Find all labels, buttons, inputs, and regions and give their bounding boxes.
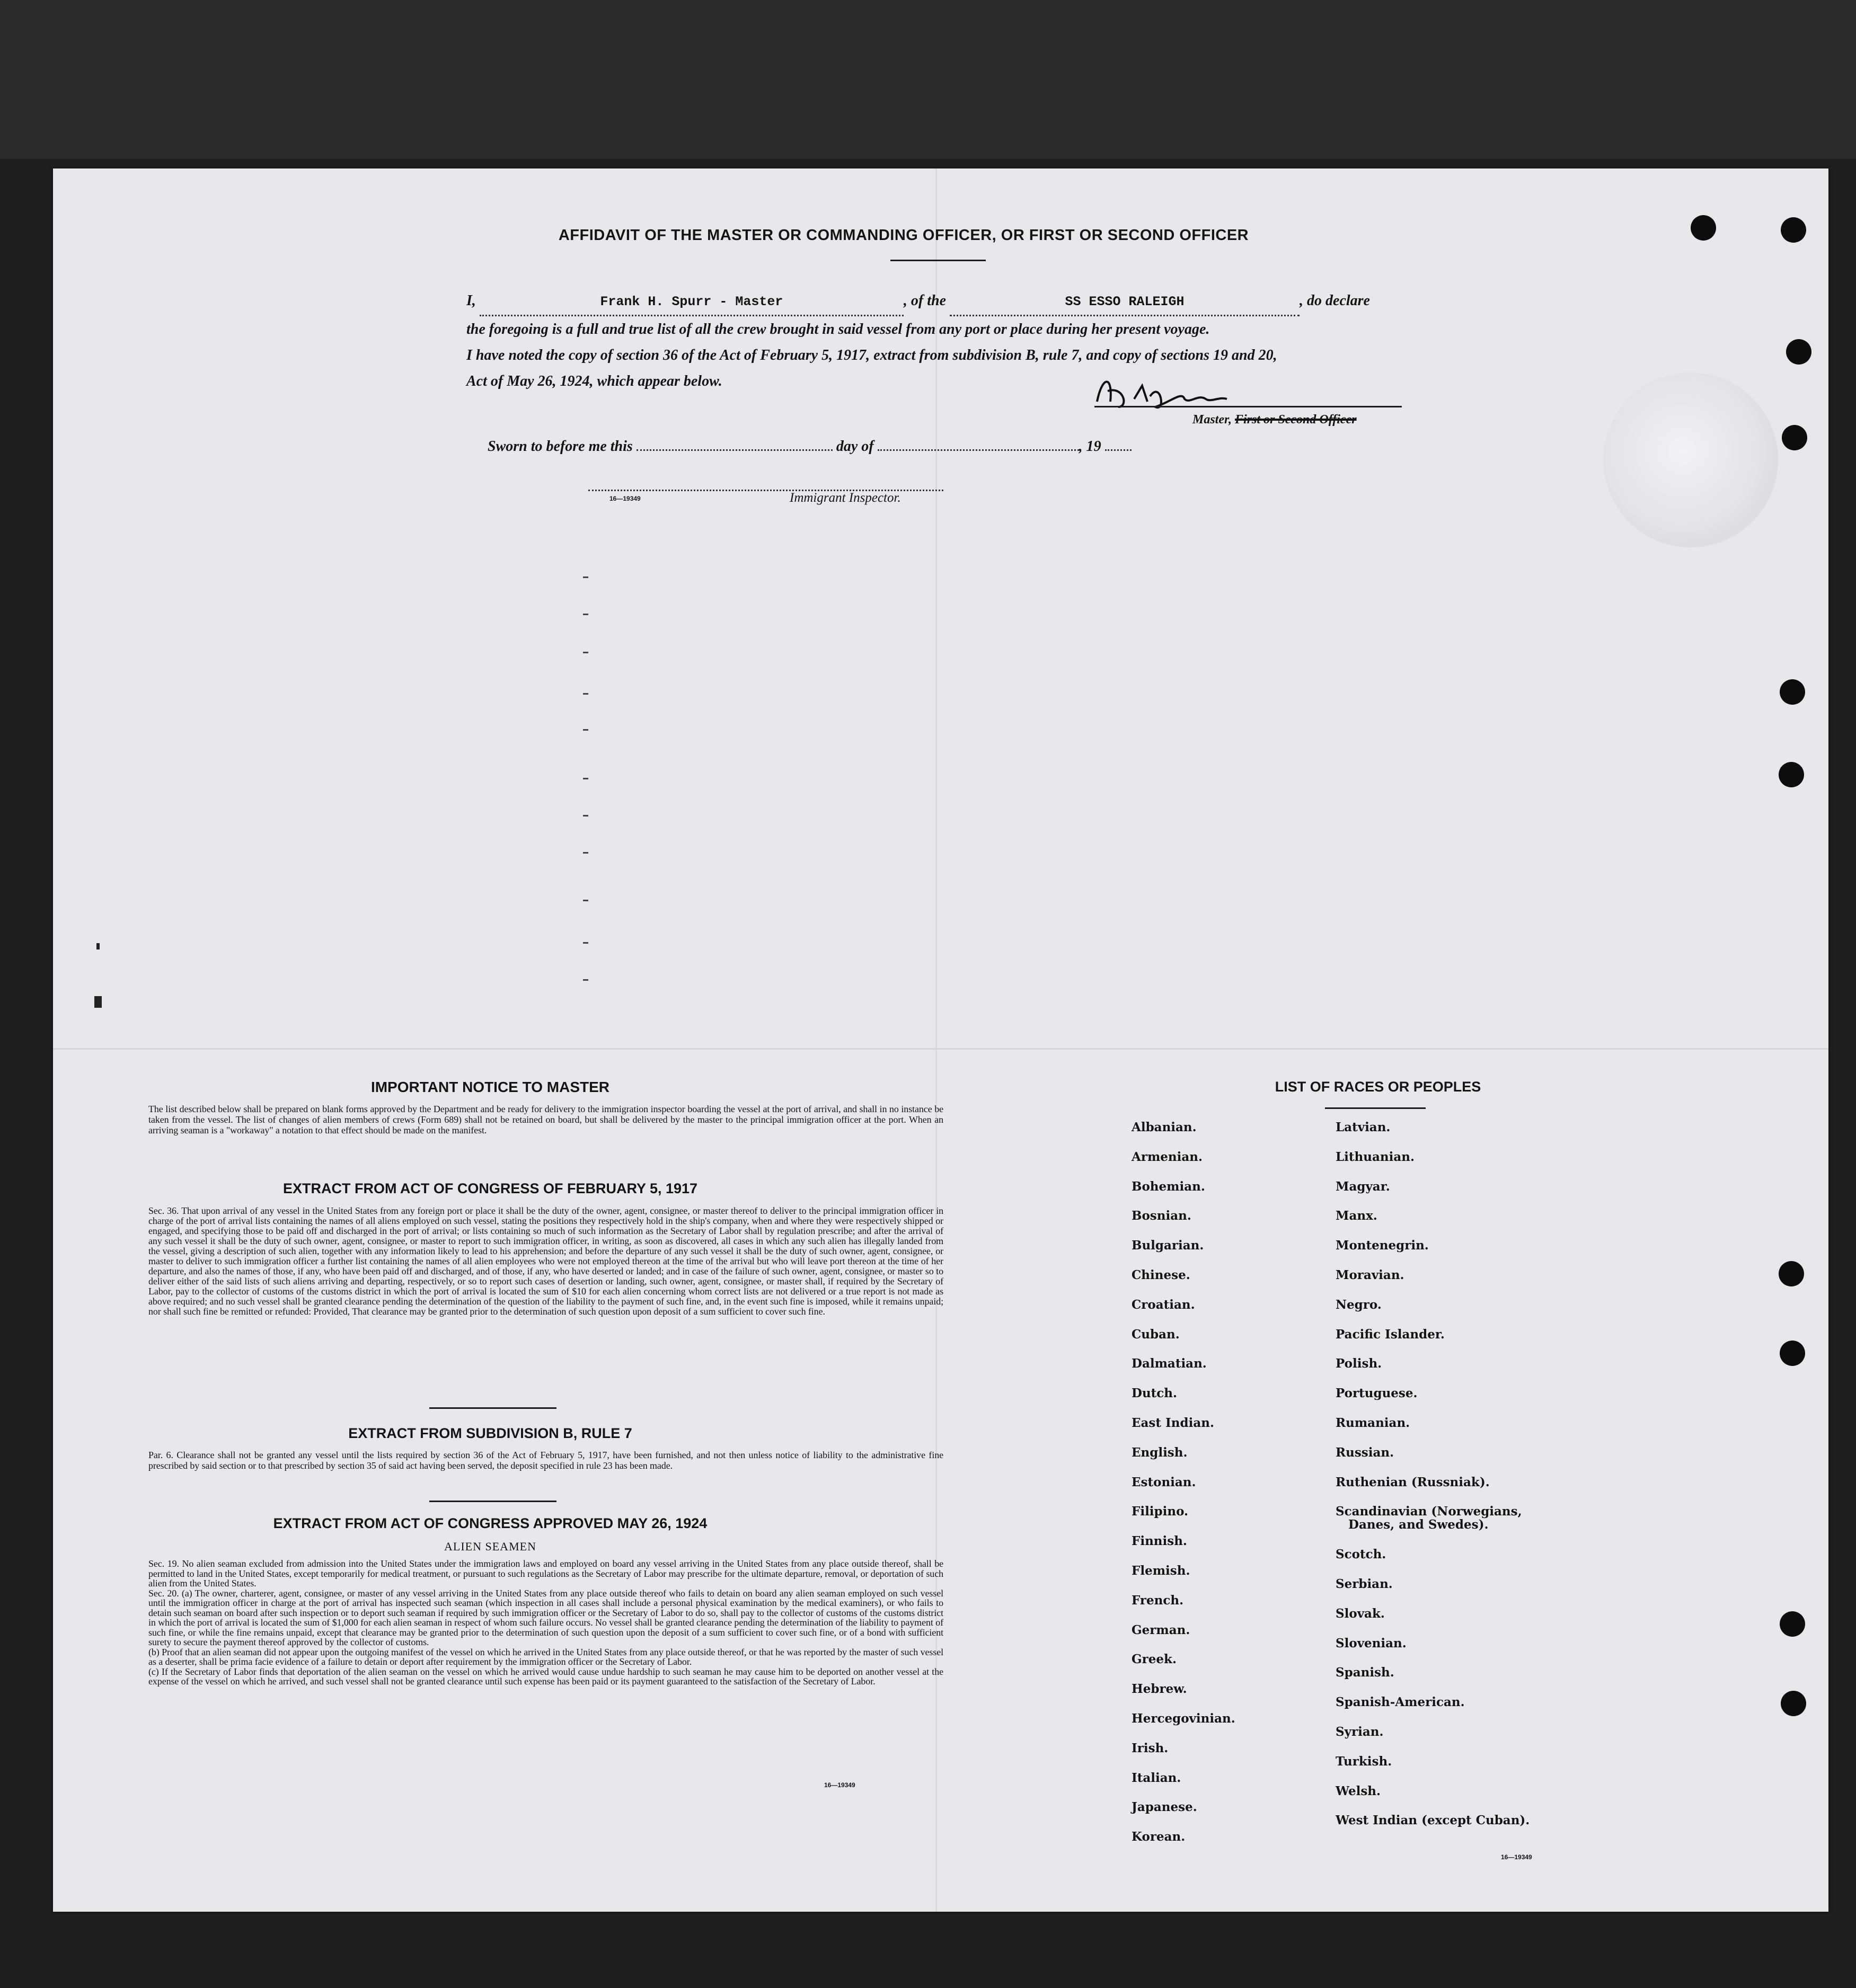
race-item: Estonian.: [1132, 1475, 1196, 1489]
scan-background: [0, 0, 1856, 159]
race-item: Syrian.: [1336, 1724, 1384, 1739]
declaration-line-1: [466, 288, 1754, 316]
race-item: Bohemian.: [1132, 1179, 1205, 1194]
race-item: Pacific Islander.: [1336, 1327, 1445, 1342]
alien-seamen-subtitle: ALIEN SEAMEN: [444, 1540, 536, 1553]
race-item: Flemish.: [1132, 1563, 1190, 1578]
margin-tick: [583, 576, 588, 578]
fold-line-horizontal: [53, 1048, 1828, 1050]
race-item: Welsh.: [1336, 1783, 1381, 1798]
race-item: Latvian.: [1336, 1120, 1391, 1134]
race-item: Danes, and Swedes).: [1348, 1517, 1489, 1532]
punch-hole: [1780, 1341, 1805, 1366]
race-item: Armenian.: [1132, 1149, 1203, 1164]
race-item: Italian.: [1132, 1770, 1181, 1785]
inspector-label: Immigrant Inspector.: [790, 491, 901, 505]
races-rule: [1325, 1107, 1426, 1109]
notice-text: The list described below shall be prepared on blank forms approved by the Department and be ready for delivery to the immigration inspector boarding the vessel at the port of arrival, and shall in no instance be taken from the vessel. The list of changes of alien members of crews (Form 689) shall not be retained on board, but shall be delivered by the master to the principal immigration officer at the port. When an arriving seaman is a "workaway" a notation to that effect should be made on the manifest.: [148, 1104, 943, 1135]
extract-1924-title: EXTRACT FROM ACT OF CONGRESS APPROVED MAY 26, 1924: [273, 1515, 708, 1531]
extract-1917-title: EXTRACT FROM ACT OF CONGRESS OF FEBRUARY 5, 1917: [282, 1181, 698, 1196]
punch-hole: [1779, 762, 1804, 787]
struck-officer-text: First or Second Officer: [1235, 413, 1357, 427]
margin-tick: [583, 729, 588, 731]
race-item: Croatian.: [1132, 1297, 1195, 1312]
race-item: Slovak.: [1336, 1606, 1385, 1621]
section-20a-text: Sec. 20. (a) The owner, charterer, agent, consignee, or master of any vessel arriving in the United States from any place outside thereof who fails to detain on board any alien seaman employed on such vessel until the immigration officer in charge at the port of arrival has inspected such seaman (which inspection in all cases shall include a personal physical examination by the medical examiners), or who fails to detain such seaman on board after such inspection or to deport such seaman if required by such immigration officer or the Secretary of Labor to do so, shall pay to the collector of customs of the customs district in which the port of arrival is located the sum of $1,000 for each alien seaman in respect of whom such failure occurs. No vessel shall be granted clearance pending the determination of the liability to payment of such fine, or while the fine remains unpaid, except that clearance may be granted prior to the determination of such question upon the deposit of a sum sufficient to cover such fine, or of a bond with sufficient surety to secure the payment thereof approved by the collector of customs.: [148, 1587, 943, 1647]
race-item: Montenegrin.: [1336, 1238, 1429, 1253]
race-item: Lithuanian.: [1336, 1149, 1415, 1164]
race-item: West Indian (except Cuban).: [1336, 1813, 1530, 1828]
punch-hole: [1782, 425, 1807, 450]
races-title: LIST OF RACES OR PEOPLES: [1275, 1079, 1481, 1095]
race-item: Finnish.: [1132, 1534, 1187, 1549]
race-item: Dalmatian.: [1132, 1356, 1207, 1371]
punch-hole: [1786, 339, 1811, 365]
declaration-line-4: Act of May 26, 1924, which appear below.: [466, 373, 722, 389]
sworn-label: Sworn to before me this: [488, 438, 633, 455]
notice-title: IMPORTANT NOTICE TO MASTER: [370, 1079, 610, 1095]
signature-caption: [1192, 407, 1357, 433]
punch-hole: [1781, 217, 1806, 243]
margin-tick: [583, 852, 588, 854]
race-item: Greek.: [1132, 1652, 1177, 1667]
embossed-seal: [1603, 372, 1778, 547]
punch-hole: [1780, 1611, 1805, 1637]
declaration-of-the: , of the: [903, 292, 947, 309]
form-number-bottom: 16—19349: [824, 1781, 855, 1789]
punch-hole: [1779, 1261, 1804, 1286]
race-item: Slovenian.: [1336, 1636, 1407, 1650]
race-item: Portuguese.: [1336, 1386, 1418, 1401]
race-item: Bulgarian.: [1132, 1238, 1204, 1253]
race-item: Scandinavian (Norwegians,: [1336, 1504, 1522, 1519]
race-item: Ruthenian (Russniak).: [1336, 1475, 1490, 1489]
declaration-line-3: I have noted the copy of section 36 of the Act of February 5, 1917, extract from subdivision B, rule 7, and copy of sections 19 and 20,: [466, 347, 1277, 363]
race-item: Rumanian.: [1336, 1415, 1410, 1430]
ink-speck: [96, 943, 100, 949]
race-item: Irish.: [1132, 1741, 1169, 1755]
margin-tick: [583, 942, 588, 944]
punch-hole: [1781, 1691, 1806, 1716]
margin-tick: [583, 614, 588, 615]
vessel-name: SS ESSO RALEIGH: [1065, 294, 1185, 309]
form-number-races: 16—19349: [1501, 1853, 1532, 1861]
race-item: Chinese.: [1132, 1267, 1190, 1282]
race-item: Manx.: [1336, 1209, 1377, 1223]
ink-speck: [94, 996, 102, 1008]
section-19-text: Sec. 19. No alien seaman excluded from admission into the United States under the immigration laws and employed on board any vessel arriving in the United States from any place outside thereof, shall be permitted to land in the United States, except temporarily for medical treatment, or pursuant to such regulations as the Secretary of Labor may prescribe for the ultimate departure, removal, or deportation of such alien from the United States.: [148, 1558, 943, 1588]
title-rule: [890, 260, 986, 261]
extract-1917-text: Sec. 36. That upon arrival of any vessel in the United States from any foreign port or place it shall be the duty of the owner, agent, consignee, or master thereof to deliver to the principal immigration officer in charge of the port of arrival lists containing the names of all aliens employed on such vessel, stating the positions they respectively hold in the ship's company, when and where they were respectively shipped or engaged, and specifying those to be paid off and discharged in the port of arrival; or lists containing so much of such information as the Secretary of Labor shall by regulation prescribe; and after the arrival of any such vessel it shall be the duty of such owner, agent, consignee, or master to report to such immigration officer, in writing, as soon as discovered, all cases in which any such alien has illegally landed from the vessel, giving a description of such alien, together with any information likely to lead to his apprehension; and before the departure of any such vessel it shall be the duty of such owner, agent, consignee, or master to deliver to such immigration officer a further list containing the names of all alien employees who were not employed thereon at the time of the arrival but who will leave port thereon at the time of her departure, and also the names of those, if any, who have been paid off and discharged, and of those, if any, who have deserted or landed; and in case of the failure of such owner, agent, consignee, or master so to deliver either of the said lists of such aliens arriving and departing, respectively, or so to report such cases of desertion or landing, such owner, agent, consignee, or master shall, if required by the Secretary of Labor, pay to the collector of customs of the customs district in which the port of arrival is located the sum of $10 for each alien concerning whom correct lists are not delivered or a true report is not made as above required; and no such vessel shall be granted clearance pending the determination of the question of the liability to the payment of such fine, and, in the event such fine is imposed, while it remains unpaid; nor shall such fine be remitted or refunded: Provided, That clearance may be granted prior to the determination of such question upon deposit of a sum sufficient to cover such fine.: [148, 1205, 943, 1317]
race-item: Hercegovinian.: [1132, 1711, 1235, 1726]
rule-7-text: Par. 6. Clearance shall not be granted any vessel until the lists required by section 36 of the Act of February 5, 1917, have been furnished, and not then unless notice of liability to the administrative fine prescribed by said section or to that prescribed by section 35 of said act having been served, the deposit specified in rule 23 has been made.: [148, 1450, 943, 1471]
race-item: Cuban.: [1132, 1327, 1180, 1342]
margin-tick: [583, 979, 588, 981]
margin-tick: [583, 652, 588, 653]
race-item: Dutch.: [1132, 1386, 1178, 1401]
race-item: Bosnian.: [1132, 1209, 1191, 1223]
section-20b-text: (b) Proof that an alien seaman did not appear upon the outgoing manifest of the vessel on which he arrived in the United States from any place outside thereof, or that he was reported by the master of such vessel as a deserter, shall be prima facie evidence of a failure to detain or deport after requirement by the immigration officer or the Secretary of Labor.: [148, 1646, 943, 1667]
race-item: Japanese.: [1132, 1800, 1197, 1815]
race-item: Spanish.: [1336, 1665, 1394, 1680]
race-item: East Indian.: [1132, 1415, 1214, 1430]
margin-tick: [583, 693, 588, 695]
form-number-top: 16—19349: [609, 495, 641, 502]
declaration-do-declare: , do declare: [1300, 292, 1370, 309]
race-item: German.: [1132, 1622, 1190, 1637]
punch-hole: [1780, 679, 1805, 705]
master-name: Frank H. Spurr - Master: [600, 294, 783, 309]
race-item: French.: [1132, 1593, 1184, 1608]
race-item: Moravian.: [1336, 1267, 1404, 1282]
race-item: Filipino.: [1132, 1504, 1189, 1519]
race-item: Polish.: [1336, 1356, 1382, 1371]
race-item: Negro.: [1336, 1297, 1382, 1312]
race-item: Serbian.: [1336, 1576, 1393, 1591]
race-item: Korean.: [1132, 1830, 1186, 1844]
races-left-column: [1132, 1120, 1235, 1859]
document-page: [53, 168, 1828, 1912]
sworn-line: [488, 433, 1132, 459]
race-item: Hebrew.: [1132, 1682, 1187, 1697]
section-rule: [429, 1407, 556, 1409]
year-label: , 19: [1079, 438, 1101, 455]
section-20c-text: (c) If the Secretary of Labor finds that deportation of the alien seaman on the vessel on which he arrived would cause undue hardship to such seaman he may cause him to be deported on another vessel at the expense of the vessel on which he arrived, and such vessel shall not be granted clearance until such expense has been paid or its payment guaranteed to the satisfaction of the Secretary of Labor.: [148, 1666, 943, 1687]
race-item: Scotch.: [1336, 1547, 1386, 1562]
rule-7-title: EXTRACT FROM SUBDIVISION B, RULE 7: [348, 1425, 632, 1441]
race-item: Turkish.: [1336, 1754, 1392, 1769]
day-of-label: day of: [836, 438, 874, 455]
affidavit-title: AFFIDAVIT OF THE MASTER OR COMMANDING OFFICER, OR FIRST OR SECOND OFFICER: [558, 227, 1249, 244]
master-caption: Master,: [1192, 413, 1232, 427]
declaration-i: I,: [466, 292, 476, 309]
race-item: Magyar.: [1336, 1179, 1390, 1194]
race-item: Russian.: [1336, 1445, 1394, 1460]
race-item: Spanish-American.: [1336, 1695, 1465, 1710]
margin-tick: [583, 900, 588, 901]
section-rule: [429, 1501, 556, 1502]
declaration-line-2: the foregoing is a full and true list of all the crew brought in said vessel from any port or place during her present voyage.: [466, 321, 1210, 338]
extract-1924-text: [148, 1559, 943, 1687]
margin-tick: [583, 778, 588, 779]
race-item: English.: [1132, 1445, 1188, 1460]
margin-tick: [583, 815, 588, 816]
race-item: Albanian.: [1132, 1120, 1197, 1134]
races-right-column: [1336, 1120, 1530, 1842]
